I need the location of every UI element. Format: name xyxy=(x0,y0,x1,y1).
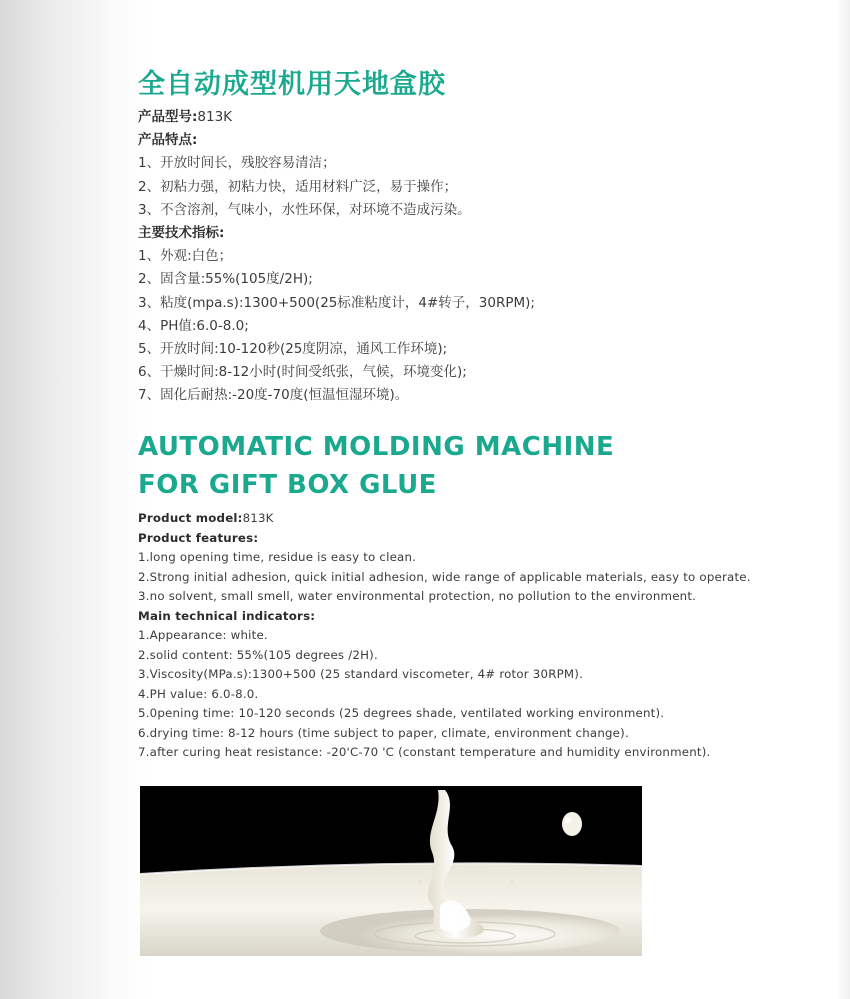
en-title-line-1: AUTOMATIC MOLDING MACHINE xyxy=(138,432,615,462)
en-product-title xyxy=(138,428,614,504)
cn-indicator-item: 5、开放时间:10-120秒(25度阴凉，通风工作环境); xyxy=(138,340,448,357)
en-features-heading: Product features: xyxy=(138,530,259,545)
en-indicator-item: 1.Appearance: white. xyxy=(138,628,268,642)
en-indicator-item: 4.PH value: 6.0-8.0. xyxy=(138,686,259,701)
cn-indicator-item: 6、干燥时间:8-12小时(时间受纸张，气候，环境变化); xyxy=(138,364,467,381)
en-feature-item: 3.no solvent, small smell, water environmental protection, no pollution to the environment. xyxy=(138,589,697,603)
cn-indicator-item: 1、外观:白色； xyxy=(138,248,233,265)
cn-product-title: 全自动成型机用天地盒胶 xyxy=(138,69,446,100)
en-feature-item: 2.Strong initial adhesion, quick initial adhesion, wide range of applicable materials, easy to operate. xyxy=(138,569,751,584)
page-right-edge xyxy=(836,0,850,999)
en-model-label: Product model: xyxy=(138,511,243,525)
en-indicator-item: 3.Viscosity(MPa.s):1300+500 (25 standard viscometer, 4# rotor 30RPM). xyxy=(138,667,584,681)
en-model-value: 813K xyxy=(242,511,274,525)
milk-splash-photo xyxy=(140,786,642,956)
cn-indicators-heading: 主要技术指标: xyxy=(138,224,225,241)
cn-indicator-item: 7、固化后耐热:-20度-70度(恒温恒湿环境)。 xyxy=(138,387,409,404)
cn-model-row xyxy=(138,106,758,129)
en-model-row xyxy=(138,509,818,529)
en-indicator-item: 2.solid content: 55%(105 degrees /2H). xyxy=(138,647,378,662)
en-spec-block xyxy=(138,509,818,763)
page-background-gradient xyxy=(0,0,150,999)
cn-feature-item: 3、不含溶剂，气味小，水性环保，对环境不造成污染。 xyxy=(138,201,471,218)
cn-indicator-item: 4、PH值:6.0-8.0; xyxy=(138,317,249,334)
cn-indicator-item: 2、固含量:55%(105度/2H); xyxy=(138,271,313,288)
en-indicator-item: 6.drying time: 8-12 hours (time subject to paper, climate, environment change). xyxy=(138,725,629,740)
cn-feature-item: 2、初粘力强，初粘力快，适用材料广泛，易于操作； xyxy=(138,178,458,195)
cn-features-heading: 产品特点: xyxy=(138,132,198,149)
cn-indicator-item: 3、粘度(mpa.s):1300+500(25标准粘度计，4#转子，30RPM); xyxy=(138,294,535,311)
cn-model-value: 813K xyxy=(197,109,233,125)
en-title-line-2: FOR GIFT BOX GLUE xyxy=(138,470,437,500)
cn-model-label: 产品型号: xyxy=(138,109,198,125)
en-indicators-heading: Main technical indicators: xyxy=(138,608,316,623)
en-indicator-item: 7.after curing heat resistance: -20'C-70 'C (constant temperature and humidity environment). xyxy=(138,745,711,759)
cn-spec-block xyxy=(138,106,758,407)
en-indicator-item: 5.0pening time: 10-120 seconds (25 degrees shade, ventilated working environment). xyxy=(138,706,665,720)
milk-splash-illustration xyxy=(140,786,642,956)
en-feature-item: 1.long opening time, residue is easy to clean. xyxy=(138,550,417,564)
cn-feature-item: 1、开放时间长，残胶容易清洁； xyxy=(138,155,336,172)
